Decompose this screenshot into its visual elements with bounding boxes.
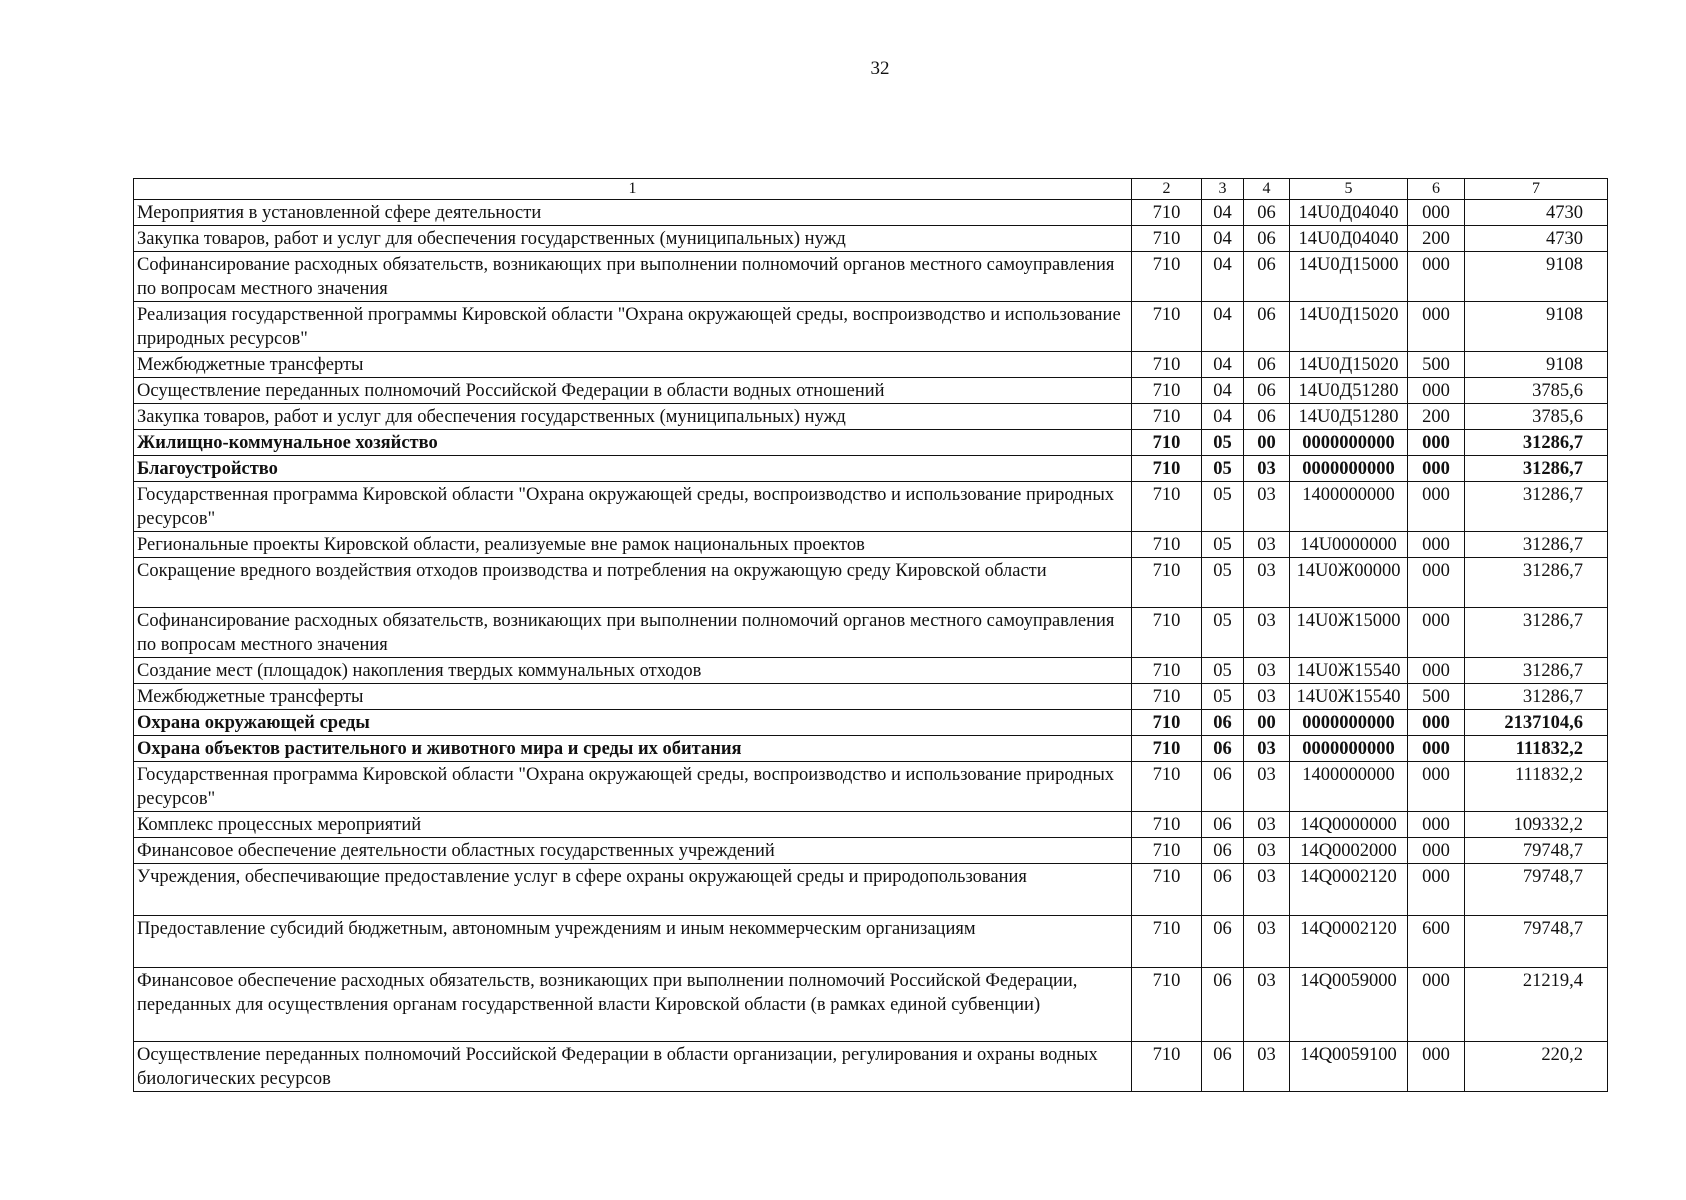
row-section-col3: 06 [1202, 838, 1244, 864]
row-code-col2: 710 [1132, 812, 1202, 838]
row-target-article-col5: 14Q0002120 [1290, 864, 1408, 916]
row-section-col3: 05 [1202, 558, 1244, 608]
row-expense-type-col6: 000 [1408, 532, 1465, 558]
row-subsection-col4: 00 [1244, 710, 1290, 736]
row-expense-type-col6: 000 [1408, 378, 1465, 404]
header-col-4: 4 [1244, 179, 1290, 200]
row-amount-col7: 79748,7 [1465, 838, 1608, 864]
header-col-7: 7 [1465, 179, 1608, 200]
row-expense-type-col6: 000 [1408, 658, 1465, 684]
row-target-article-col5: 0000000000 [1290, 710, 1408, 736]
table-row [134, 456, 1608, 482]
row-amount-col7: 3785,6 [1465, 404, 1608, 430]
row-expense-type-col6: 200 [1408, 226, 1465, 252]
row-amount-col7: 31286,7 [1465, 430, 1608, 456]
row-target-article-col5: 1400000000 [1290, 762, 1408, 812]
row-code-col2: 710 [1132, 916, 1202, 968]
row-code-col2: 710 [1132, 200, 1202, 226]
row-subsection-col4: 03 [1244, 968, 1290, 1042]
table-row [134, 838, 1608, 864]
table-body [134, 200, 1608, 1092]
row-expense-type-col6: 500 [1408, 684, 1465, 710]
table-row [134, 710, 1608, 736]
row-amount-col7: 111832,2 [1465, 762, 1608, 812]
row-subsection-col4: 06 [1244, 378, 1290, 404]
row-expense-type-col6: 000 [1408, 456, 1465, 482]
row-amount-col7: 31286,7 [1465, 658, 1608, 684]
row-name-cell: Региональные проекты Кировской области, реализуемые вне рамок национальных проектов [134, 532, 1132, 558]
row-expense-type-col6: 500 [1408, 352, 1465, 378]
table-row [134, 608, 1608, 658]
table-row [134, 812, 1608, 838]
row-code-col2: 710 [1132, 736, 1202, 762]
row-name-cell: Охрана объектов растительного и животного мира и среды их обитания [134, 736, 1132, 762]
row-target-article-col5: 14Q0059000 [1290, 968, 1408, 1042]
row-amount-col7: 4730 [1465, 226, 1608, 252]
row-subsection-col4: 03 [1244, 456, 1290, 482]
table-row [134, 302, 1608, 352]
row-subsection-col4: 03 [1244, 558, 1290, 608]
table-row [134, 1042, 1608, 1092]
row-section-col3: 05 [1202, 482, 1244, 532]
row-subsection-col4: 06 [1244, 200, 1290, 226]
table-row [134, 352, 1608, 378]
row-subsection-col4: 03 [1244, 864, 1290, 916]
header-col-5: 5 [1290, 179, 1408, 200]
row-section-col3: 06 [1202, 916, 1244, 968]
row-code-col2: 710 [1132, 226, 1202, 252]
row-expense-type-col6: 000 [1408, 838, 1465, 864]
row-name-cell: Реализация государственной программы Кировской области "Охрана окружающей среды, воспроизводство и использование природных ресурсов" [134, 302, 1132, 352]
row-amount-col7: 3785,6 [1465, 378, 1608, 404]
row-name-cell: Осуществление переданных полномочий Российской Федерации в области водных отношений [134, 378, 1132, 404]
row-expense-type-col6: 000 [1408, 864, 1465, 916]
row-code-col2: 710 [1132, 404, 1202, 430]
row-target-article-col5: 14U0Ж15540 [1290, 684, 1408, 710]
header-col-6: 6 [1408, 179, 1465, 200]
row-code-col2: 710 [1132, 352, 1202, 378]
row-target-article-col5: 14Q0002000 [1290, 838, 1408, 864]
row-amount-col7: 31286,7 [1465, 608, 1608, 658]
row-expense-type-col6: 000 [1408, 252, 1465, 302]
row-subsection-col4: 06 [1244, 302, 1290, 352]
row-expense-type-col6: 200 [1408, 404, 1465, 430]
row-section-col3: 04 [1202, 200, 1244, 226]
row-section-col3: 04 [1202, 302, 1244, 352]
row-expense-type-col6: 000 [1408, 736, 1465, 762]
table-row [134, 968, 1608, 1042]
row-code-col2: 710 [1132, 378, 1202, 404]
row-subsection-col4: 00 [1244, 430, 1290, 456]
row-name-cell: Комплекс процессных мероприятий [134, 812, 1132, 838]
row-section-col3: 06 [1202, 710, 1244, 736]
row-section-col3: 06 [1202, 968, 1244, 1042]
row-name-cell: Межбюджетные трансферты [134, 352, 1132, 378]
row-expense-type-col6: 000 [1408, 710, 1465, 736]
row-code-col2: 710 [1132, 762, 1202, 812]
row-section-col3: 05 [1202, 684, 1244, 710]
header-col-1: 1 [134, 179, 1132, 200]
row-target-article-col5: 14U0Д51280 [1290, 404, 1408, 430]
row-amount-col7: 31286,7 [1465, 482, 1608, 532]
budget-table [133, 178, 1608, 1092]
row-code-col2: 710 [1132, 252, 1202, 302]
row-subsection-col4: 03 [1244, 658, 1290, 684]
row-section-col3: 04 [1202, 404, 1244, 430]
row-expense-type-col6: 000 [1408, 302, 1465, 352]
row-target-article-col5: 0000000000 [1290, 736, 1408, 762]
table-row [134, 684, 1608, 710]
row-code-col2: 710 [1132, 684, 1202, 710]
table-row [134, 404, 1608, 430]
row-subsection-col4: 06 [1244, 226, 1290, 252]
row-expense-type-col6: 000 [1408, 558, 1465, 608]
table-row [134, 532, 1608, 558]
row-name-cell: Сокращение вредного воздействия отходов производства и потребления на окружающую среду Кировской области [134, 558, 1132, 608]
row-expense-type-col6: 000 [1408, 482, 1465, 532]
row-target-article-col5: 14Q0059100 [1290, 1042, 1408, 1092]
row-code-col2: 710 [1132, 968, 1202, 1042]
row-subsection-col4: 03 [1244, 736, 1290, 762]
row-subsection-col4: 03 [1244, 838, 1290, 864]
row-name-cell: Финансовое обеспечение деятельности областных государственных учреждений [134, 838, 1132, 864]
row-name-cell: Государственная программа Кировской области "Охрана окружающей среды, воспроизводство и использование природных ресурсов" [134, 762, 1132, 812]
row-amount-col7: 31286,7 [1465, 456, 1608, 482]
table-row [134, 916, 1608, 968]
table-row [134, 658, 1608, 684]
row-section-col3: 05 [1202, 456, 1244, 482]
row-name-cell: Межбюджетные трансферты [134, 684, 1132, 710]
row-amount-col7: 4730 [1465, 200, 1608, 226]
row-subsection-col4: 03 [1244, 482, 1290, 532]
row-target-article-col5: 14U0Д04040 [1290, 200, 1408, 226]
row-target-article-col5: 14U0000000 [1290, 532, 1408, 558]
row-subsection-col4: 03 [1244, 608, 1290, 658]
row-name-cell: Закупка товаров, работ и услуг для обеспечения государственных (муниципальных) нужд [134, 404, 1132, 430]
row-code-col2: 710 [1132, 302, 1202, 352]
header-col-2: 2 [1132, 179, 1202, 200]
row-section-col3: 05 [1202, 532, 1244, 558]
row-expense-type-col6: 600 [1408, 916, 1465, 968]
row-section-col3: 06 [1202, 864, 1244, 916]
row-code-col2: 710 [1132, 456, 1202, 482]
row-code-col2: 710 [1132, 532, 1202, 558]
row-section-col3: 06 [1202, 812, 1244, 838]
row-subsection-col4: 06 [1244, 404, 1290, 430]
row-section-col3: 06 [1202, 736, 1244, 762]
row-code-col2: 710 [1132, 558, 1202, 608]
row-amount-col7: 31286,7 [1465, 532, 1608, 558]
row-expense-type-col6: 000 [1408, 1042, 1465, 1092]
row-amount-col7: 21219,4 [1465, 968, 1608, 1042]
row-target-article-col5: 14U0Д15020 [1290, 352, 1408, 378]
row-code-col2: 710 [1132, 864, 1202, 916]
row-target-article-col5: 14U0Д15000 [1290, 252, 1408, 302]
row-name-cell: Финансовое обеспечение расходных обязательств, возникающих при выполнении полномочий Российской Федерации, переданных для осуществления органам государственной власти Кировской области (в рамках единой субвенции) [134, 968, 1132, 1042]
row-subsection-col4: 03 [1244, 762, 1290, 812]
row-expense-type-col6: 000 [1408, 608, 1465, 658]
row-expense-type-col6: 000 [1408, 430, 1465, 456]
row-subsection-col4: 06 [1244, 352, 1290, 378]
table-row [134, 558, 1608, 608]
row-target-article-col5: 14Q0000000 [1290, 812, 1408, 838]
row-subsection-col4: 03 [1244, 916, 1290, 968]
row-name-cell: Осуществление переданных полномочий Российской Федерации в области организации, регулирования и охраны водных биологических ресурсов [134, 1042, 1132, 1092]
row-code-col2: 710 [1132, 430, 1202, 456]
row-section-col3: 06 [1202, 762, 1244, 812]
row-code-col2: 710 [1132, 608, 1202, 658]
row-subsection-col4: 03 [1244, 812, 1290, 838]
header-col-3: 3 [1202, 179, 1244, 200]
row-section-col3: 05 [1202, 430, 1244, 456]
row-name-cell: Охрана окружающей среды [134, 710, 1132, 736]
row-code-col2: 710 [1132, 1042, 1202, 1092]
row-section-col3: 04 [1202, 378, 1244, 404]
row-name-cell: Создание мест (площадок) накопления твердых коммунальных отходов [134, 658, 1132, 684]
row-section-col3: 04 [1202, 252, 1244, 302]
row-name-cell: Закупка товаров, работ и услуг для обеспечения государственных (муниципальных) нужд [134, 226, 1132, 252]
row-target-article-col5: 1400000000 [1290, 482, 1408, 532]
row-name-cell: Учреждения, обеспечивающие предоставление услуг в сфере охраны окружающей среды и природопользования [134, 864, 1132, 916]
table-row [134, 864, 1608, 916]
table-row [134, 482, 1608, 532]
row-name-cell: Предоставление субсидий бюджетным, автономным учреждениям и иным некоммерческим организациям [134, 916, 1132, 968]
table-row [134, 430, 1608, 456]
table-row [134, 762, 1608, 812]
table-row [134, 736, 1608, 762]
row-amount-col7: 9108 [1465, 252, 1608, 302]
table-row [134, 226, 1608, 252]
table-row [134, 378, 1608, 404]
row-expense-type-col6: 000 [1408, 968, 1465, 1042]
row-target-article-col5: 14U0Ж00000 [1290, 558, 1408, 608]
row-target-article-col5: 14U0Д51280 [1290, 378, 1408, 404]
row-amount-col7: 9108 [1465, 352, 1608, 378]
row-name-cell: Софинансирование расходных обязательств, возникающих при выполнении полномочий органов местного самоуправления по вопросам местного значения [134, 252, 1132, 302]
row-amount-col7: 9108 [1465, 302, 1608, 352]
row-subsection-col4: 03 [1244, 684, 1290, 710]
row-amount-col7: 31286,7 [1465, 558, 1608, 608]
row-expense-type-col6: 000 [1408, 200, 1465, 226]
row-code-col2: 710 [1132, 838, 1202, 864]
row-target-article-col5: 14U0Д04040 [1290, 226, 1408, 252]
row-amount-col7: 79748,7 [1465, 916, 1608, 968]
table-row [134, 252, 1608, 302]
row-section-col3: 05 [1202, 658, 1244, 684]
row-subsection-col4: 03 [1244, 532, 1290, 558]
page-number: 32 [870, 58, 890, 79]
row-target-article-col5: 14U0Ж15540 [1290, 658, 1408, 684]
row-target-article-col5: 0000000000 [1290, 456, 1408, 482]
row-section-col3: 06 [1202, 1042, 1244, 1092]
row-amount-col7: 109332,2 [1465, 812, 1608, 838]
header-row [134, 179, 1608, 200]
row-expense-type-col6: 000 [1408, 762, 1465, 812]
row-name-cell: Жилищно-коммунальное хозяйство [134, 430, 1132, 456]
row-amount-col7: 31286,7 [1465, 684, 1608, 710]
row-name-cell: Государственная программа Кировской области "Охрана окружающей среды, воспроизводство и использование природных ресурсов" [134, 482, 1132, 532]
row-subsection-col4: 06 [1244, 252, 1290, 302]
row-code-col2: 710 [1132, 710, 1202, 736]
row-section-col3: 04 [1202, 352, 1244, 378]
row-target-article-col5: 14U0Д15020 [1290, 302, 1408, 352]
row-section-col3: 04 [1202, 226, 1244, 252]
row-code-col2: 710 [1132, 482, 1202, 532]
row-code-col2: 710 [1132, 658, 1202, 684]
row-target-article-col5: 14Q0002120 [1290, 916, 1408, 968]
row-name-cell: Мероприятия в установленной сфере деятельности [134, 200, 1132, 226]
row-expense-type-col6: 000 [1408, 812, 1465, 838]
row-amount-col7: 2137104,6 [1465, 710, 1608, 736]
row-name-cell: Софинансирование расходных обязательств, возникающих при выполнении полномочий органов местного самоуправления по вопросам местного значения [134, 608, 1132, 658]
row-target-article-col5: 14U0Ж15000 [1290, 608, 1408, 658]
row-amount-col7: 220,2 [1465, 1042, 1608, 1092]
row-amount-col7: 111832,2 [1465, 736, 1608, 762]
row-name-cell: Благоустройство [134, 456, 1132, 482]
row-target-article-col5: 0000000000 [1290, 430, 1408, 456]
row-amount-col7: 79748,7 [1465, 864, 1608, 916]
row-section-col3: 05 [1202, 608, 1244, 658]
table-row [134, 200, 1608, 226]
row-subsection-col4: 03 [1244, 1042, 1290, 1092]
